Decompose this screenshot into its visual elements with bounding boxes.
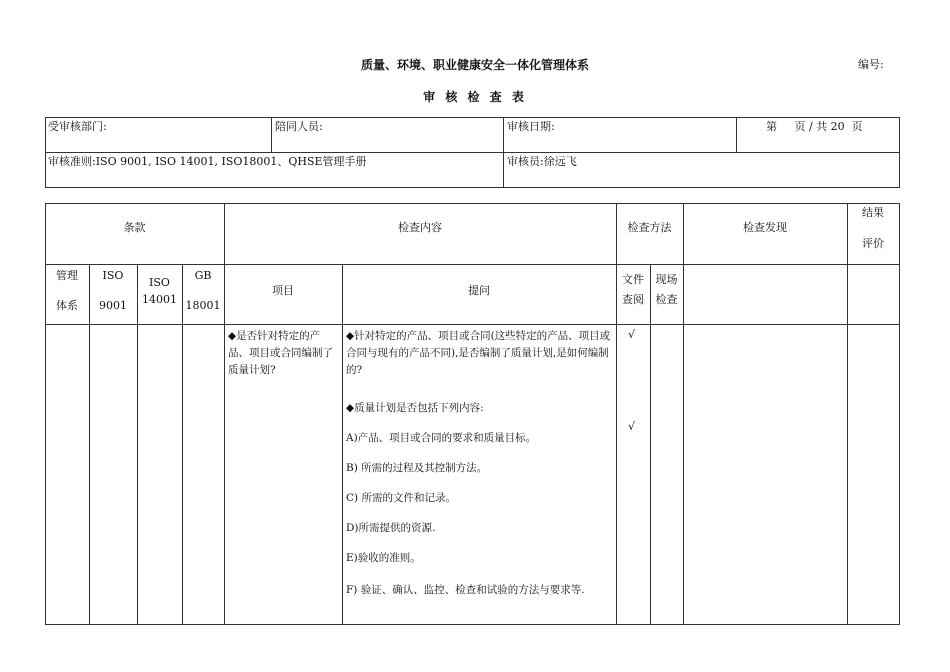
serial-number-label: 编号:	[858, 58, 884, 71]
subheader-iso14001-line2: 14001	[142, 293, 177, 306]
col-divider-finding	[847, 203, 848, 624]
col-divider-mgmt	[89, 264, 90, 624]
subheader-question: 提问	[468, 284, 490, 297]
subheader-site-line1: 现场	[655, 273, 678, 286]
subheader-item: 项目	[272, 284, 294, 297]
subheader-gb-line1: GB	[194, 269, 212, 282]
col-divider-item	[342, 264, 343, 624]
col-divider-iso9001	[137, 264, 138, 624]
table-subheader-divider	[45, 324, 900, 325]
subheader-iso14001-line1: ISO	[149, 276, 170, 289]
header-check-content: 检查内容	[398, 221, 442, 234]
header-check-method: 检查方法	[627, 221, 672, 234]
doc-review-check-2: √	[628, 420, 636, 433]
audit-date-label: 审核日期:	[507, 120, 555, 133]
question-2: ◆质量计划是否包括下列内容:	[346, 402, 484, 414]
col-divider-content	[616, 203, 617, 624]
question-7: E)验收的准则。	[346, 552, 421, 564]
audit-criteria: 审核准则:ISO 9001, ISO 14001, ISO18001、QHSE管理手册	[48, 155, 367, 168]
col-divider-iso14001	[182, 264, 183, 624]
subheader-doc-line2: 查阅	[622, 293, 644, 306]
info-border-right	[899, 117, 900, 187]
info-border-mid	[45, 152, 900, 153]
subheader-iso9001-line2: 9001	[99, 299, 127, 312]
subheader-iso9001-line1: ISO	[102, 269, 124, 282]
col-divider-method	[683, 203, 684, 624]
subheader-gb-line2: 18001	[185, 299, 221, 312]
subheader-doc-line1: 文件	[622, 273, 644, 286]
col-divider-clause	[224, 203, 225, 624]
table-border-left	[45, 203, 46, 624]
header-result-line1: 结果	[862, 206, 884, 219]
companion-label: 陪同人员:	[275, 120, 323, 133]
info-border-bottom	[45, 187, 900, 188]
table-border-right	[899, 203, 900, 624]
doc-review-check-1: √	[628, 328, 636, 341]
subheader-site-line2: 检查	[655, 293, 678, 306]
item-text: ◆是否针对特定的产品、项目或合同编制了质量计划?	[228, 330, 333, 376]
table-border-top	[45, 203, 900, 204]
info-border-top	[45, 117, 900, 118]
auditor: 审核员:徐远飞	[507, 155, 577, 168]
col-divider-doc	[650, 264, 651, 624]
header-clause: 条款	[123, 221, 146, 234]
info-border-left	[45, 117, 46, 187]
subheader-mgmt-line2: 体系	[56, 299, 78, 312]
question-5: C) 所需的文件和记录。	[346, 492, 456, 504]
table-border-bottom	[45, 624, 900, 625]
question-6: D)所需提供的资源.	[346, 522, 436, 534]
document-subtitle: 审 核 检 查 表	[423, 90, 527, 104]
question-8: F) 验证、确认、监控、检查和试验的方法与要求等.	[346, 584, 585, 596]
info-divider-2	[503, 117, 504, 187]
page-info: 第 页 / 共 20 页	[766, 120, 863, 133]
audited-department-label: 受审核部门:	[48, 120, 107, 133]
question-1: ◆针对特定的产品、项目或合同(这些特定的产品、项目或合同与现有的产品不同),是否编制了质量计划,是如何编制的?	[346, 330, 611, 376]
info-divider-1	[271, 117, 272, 152]
info-divider-3	[736, 117, 737, 152]
table-header-divider	[45, 264, 900, 265]
header-check-finding: 检查发现	[743, 221, 787, 234]
question-4: B) 所需的过程及其控制方法。	[346, 462, 488, 474]
header-result-line2: 评价	[862, 237, 884, 250]
subheader-mgmt-line1: 管理	[56, 269, 78, 282]
document-title: 质量、环境、职业健康安全一体化管理体系	[360, 58, 589, 72]
question-3: A)产品、项目或合同的要求和质量目标。	[346, 432, 537, 444]
